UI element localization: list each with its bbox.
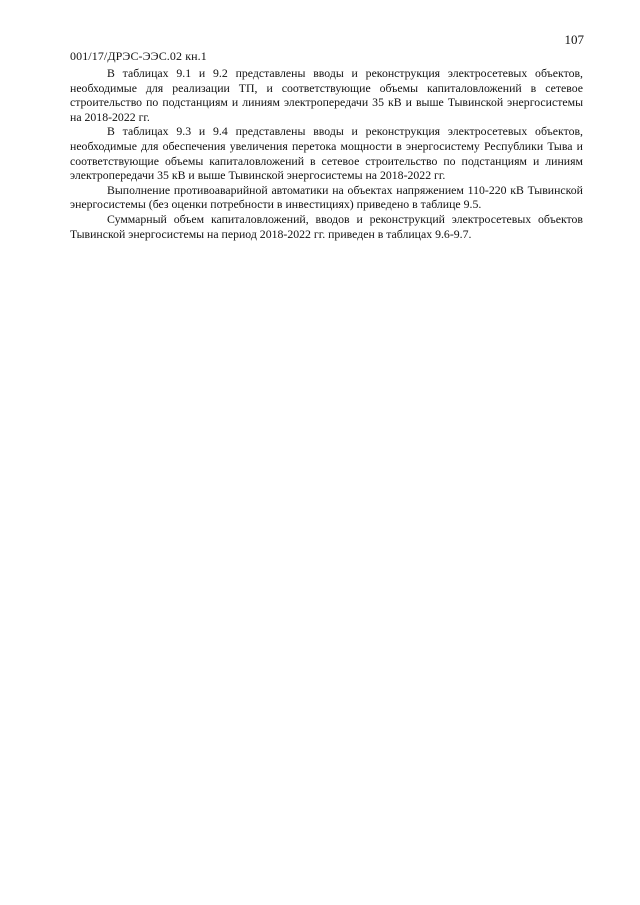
page-number: 107 (564, 32, 584, 47)
paragraph-tables-9-3-9-4: В таблицах 9.3 и 9.4 представлены вводы и реконструкция электросетевых объектов, необходимые для обеспечения увеличения перетока мощности в энергосистему Республики Тыва и соответствующие объемы капиталовложений в сетевое строительство по подстанциям и линиям электропередачи 35 кВ и выше Тывинской энергосистемы на 2018-2022 гг. (70, 124, 583, 183)
body-text (70, 66, 583, 241)
paragraph-table-9-5: Выполнение противоаварийной автоматики на объектах напряжением 110-220 кВ Тывинской энергосистемы (без оценки потребности в инвестициях) приведено в таблице 9.5. (70, 182, 583, 212)
paragraph-tables-9-6-9-7: Суммарный объем капиталовложений, вводов и реконструкций электросетевых объектов Тывинской энергосистемы на период 2018-2022 гг. приведен в таблицах 9.6-9.7. (70, 211, 583, 241)
document-code: 001/17/ДРЭС-ЭЭС.02 кн.1 (70, 49, 207, 63)
paragraph-tables-9-1-9-2: В таблицах 9.1 и 9.2 представлены вводы и реконструкция электросетевых объектов, необходимые для реализации ТП, и соответствующие объемы капиталовложений в сетевое строительство по подстанциям и линиям электропередачи 35 кВ и выше Тывинской энергосистемы на 2018-2022 гг. (70, 66, 583, 124)
